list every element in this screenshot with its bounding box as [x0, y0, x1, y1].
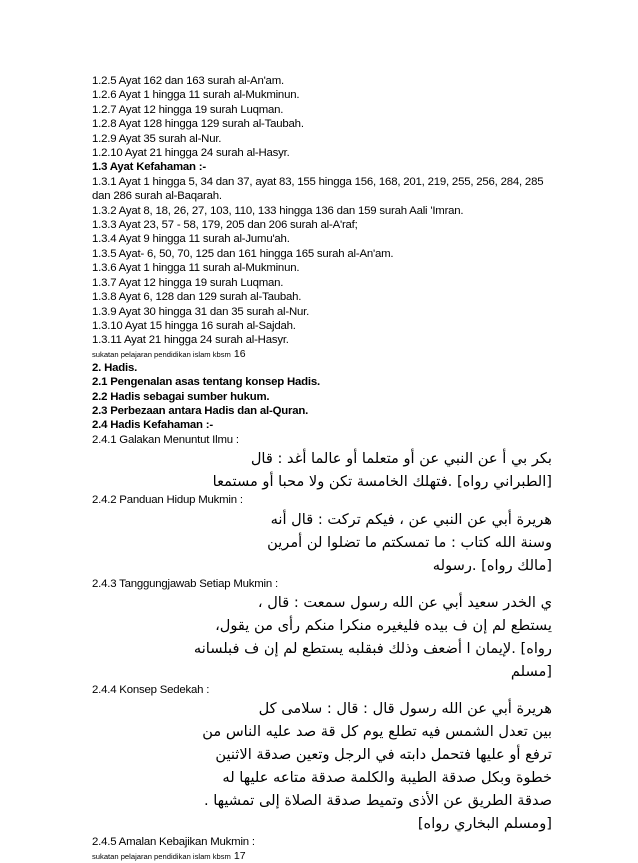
list-item: 1.3.5 Ayat- 6, 50, 70, 125 dan 161 hingga 165 surah al-An'am. [92, 247, 394, 260]
arabic-text-line: [مالك رواه] .رسوله [432, 556, 552, 574]
list-item: 1.2.5 Ayat 162 dan 163 surah al-An'am. [92, 75, 284, 87]
page-footer-16 [92, 348, 552, 361]
page-number: 16 [233, 347, 246, 360]
footer-text: sukatan pelajaran pendidikan islam kbsm [92, 851, 231, 861]
list-item: 1.2.10 Ayat 21 hingga 24 surah al-Hasyr. [92, 147, 290, 160]
list-item: 1.2.6 Ayat 1 hingga 11 surah al-Mukminun. [92, 89, 300, 102]
arabic-text-line: هريرة أبي عن النبي عن ، فيكم تركت : قال أنه [270, 510, 552, 528]
list-item: 1.3.2 Ayat 8, 18, 26, 27, 103, 110, 133 hingga 136 dan 159 surah Aali 'Imran. [92, 204, 464, 217]
section-heading: 1.3 Ayat Kefahaman :- [92, 161, 206, 174]
page-number: 17 [233, 849, 246, 862]
arabic-text-line: خطوة وبكل صدقة الطيبة والكلمة صدقة متاعه عليها له [222, 769, 552, 787]
section-heading: 2.4 Hadis Kefahaman :- [92, 419, 213, 432]
arabic-text-line: رواه] .لإيمان ا أضعف وذلك فبقلبه يستطع لم إن ف فبلسانه [193, 639, 552, 657]
section-heading: 2.3 Perbezaan antara Hadis dan al-Quran. [92, 404, 309, 417]
section-heading: 2.4.5 Amalan Kebajikan Mukmin : [92, 836, 255, 849]
list-item: 1.3.6 Ayat 1 hingga 11 surah al-Mukminun. [92, 262, 300, 275]
section-heading: 2.2 Hadis sebagai sumber hukum. [92, 390, 270, 403]
list-item: 2.4.1 Galakan Menuntut Ilmu : [92, 433, 239, 446]
syllabus-list-part-1 [92, 74, 552, 348]
arabic-text-line: بين تعدل الشمس فيه تطلع يوم كل قة صد عليه الناس من [202, 723, 552, 741]
hadis-arabic-text-3 [92, 591, 552, 683]
list-item: 1.3.10 Ayat 15 hingga 16 surah al-Sajdah. [92, 319, 296, 332]
list-item: 1.3.9 Ayat 30 hingga 31 dan 35 surah al-Nur. [92, 305, 310, 318]
list-item: 1.3.4 Ayat 9 hingga 11 surah al-Jumu'ah. [92, 233, 290, 246]
arabic-text-line: ترفع أو عليها فتحمل دابته في الرجل وتعين صدقة الاثنين [215, 746, 552, 764]
list-item: 1.3.1 Ayat 1 hingga 5, 34 dan 37, ayat 83, 155 hingga 156, 168, 201, 219, 255, 256, 284, 285 dan 286 surah al-Baqarah. [92, 175, 544, 203]
arabic-text-line: هريرة أبي عن الله رسول قال : قال : سلامى كل [258, 700, 552, 718]
document-page [92, 74, 552, 863]
page-footer-17 [92, 850, 552, 863]
list-item: 1.3.8 Ayat 6, 128 dan 129 surah al-Taubah. [92, 291, 302, 304]
section-heading: 2.1 Pengenalan asas tentang konsep Hadis. [92, 376, 320, 389]
hadis-arabic-text-1 [92, 447, 552, 493]
section-heading: 2.4.3 Tanggungjawab Setiap Mukmin : [92, 577, 278, 590]
arabic-text-line: بكر بي أ عن النبي عن أو متعلما أو عالما أغد : قال [250, 450, 552, 468]
list-item: 1.2.8 Ayat 128 hingga 129 surah al-Taubah. [92, 118, 304, 131]
hadis-arabic-text-2 [92, 508, 552, 577]
section-heading: 2.4.2 Panduan Hidup Mukmin : [92, 494, 243, 507]
arabic-text-line: وسنة الله كتاب : ما تمسكتم ما تضلوا لن أمرين [267, 533, 552, 551]
list-item: 1.2.7 Ayat 12 hingga 19 surah Luqman. [92, 103, 284, 116]
section-heading: 2.4.4 Konsep Sedekah : [92, 683, 210, 696]
arabic-text-line: صدقة الطريق عن الأذى وتميط صدقة الصلاة إلى تمشيها . [92, 789, 552, 812]
list-item: 1.3.11 Ayat 21 hingga 24 surah al-Hasyr. [92, 334, 289, 347]
list-item: 1.3.7 Ayat 12 hingga 19 surah Luqman. [92, 276, 284, 289]
arabic-text-line: [ومسلم البخاري رواه] [417, 815, 552, 833]
list-item: 1.3.3 Ayat 23, 57 - 58, 179, 205 dan 206 surah al-A'raf; [92, 219, 358, 232]
arabic-text-line: ي الخدر سعيد أبي عن الله رسول سمعت : قال ، [257, 593, 552, 611]
list-item: 1.2.9 Ayat 35 surah al-Nur. [92, 132, 222, 145]
syllabus-list-part-2 [92, 361, 552, 447]
hadis-arabic-text-4 [92, 697, 552, 835]
section-heading: 2. Hadis. [92, 361, 138, 374]
arabic-text-line: [مسلم [510, 662, 552, 680]
arabic-text-line: يستطع لم إن ف بيده فليغيره منكرا منكم رأى من يقول، [215, 616, 552, 634]
arabic-text-line: [الطبراني رواه] .فتهلك الخامسة تكن ولا محبا أو مستمعا [212, 473, 552, 491]
footer-text: sukatan pelajaran pendidikan islam kbsm [92, 349, 231, 359]
